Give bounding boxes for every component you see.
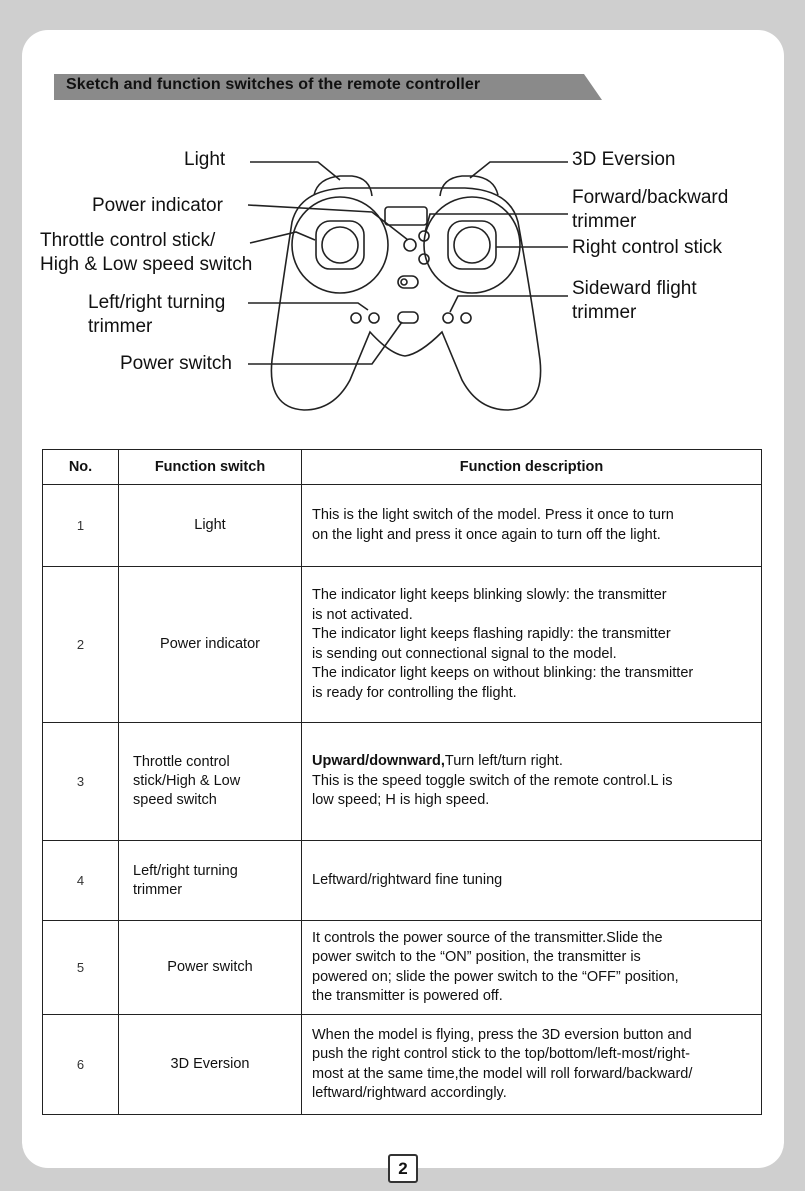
- row-no: 1: [43, 485, 119, 567]
- power-indicator-light: [404, 239, 416, 251]
- row-function: [119, 723, 302, 841]
- table-row: [43, 841, 762, 921]
- desc-line: The indicator light keeps flashing rapidly: the transmitter: [312, 626, 671, 642]
- leader-light: [250, 162, 340, 180]
- controller-body: [271, 188, 540, 410]
- page-number: 2: [388, 1154, 418, 1183]
- row-function: 3D Eversion: [119, 1015, 302, 1115]
- row-function: Power indicator: [119, 567, 302, 723]
- row-description: [302, 921, 762, 1015]
- table-row: [43, 1015, 762, 1115]
- desc-line: The indicator light keeps blinking slowly: the transmitter: [312, 587, 667, 603]
- label-eversion: 3D Eversion: [572, 149, 676, 170]
- left-stick-gate: [316, 221, 364, 269]
- leader-power-switch: [248, 322, 402, 364]
- right-control-stick: [454, 227, 490, 263]
- desc-line: Leftward/rightward fine tuning: [312, 871, 503, 888]
- row-description: [302, 485, 762, 567]
- label-fb-trimmer-2: trimmer: [572, 211, 637, 232]
- row-no: 4: [43, 841, 119, 921]
- speed-switch-knob: [401, 279, 407, 285]
- function-line: trimmer: [133, 881, 183, 898]
- row-no: 6: [43, 1015, 119, 1115]
- function-line: Throttle control: [133, 754, 230, 770]
- label-side-trimmer-1: Sideward flight: [572, 278, 697, 299]
- desc-line: leftward/rightward accordingly.: [312, 1085, 507, 1101]
- row-description: [302, 567, 762, 723]
- row-description: [302, 841, 762, 921]
- table-row: [43, 723, 762, 841]
- table-row: [43, 567, 762, 723]
- right-shoulder-button: [440, 176, 498, 196]
- desc-line: [312, 752, 755, 772]
- leader-throttle: [250, 232, 315, 243]
- right-trimmer-1: [443, 313, 453, 323]
- power-switch-control: [398, 312, 418, 323]
- header-function: Function switch: [119, 450, 302, 485]
- desc-line: is sending out connectional signal to the model.: [312, 645, 617, 662]
- leader-side-trimmer: [450, 296, 568, 312]
- desc-line: It controls the power source of the transmitter.Slide the: [312, 929, 663, 946]
- table-header-row: [43, 450, 762, 485]
- leader-fb-trimmer: [425, 214, 568, 232]
- right-stick-ring: [424, 197, 520, 293]
- desc-line: is ready for controlling the flight.: [312, 684, 517, 701]
- desc-line: The indicator light keeps on without blinking: the transmitter: [312, 665, 694, 681]
- function-line: speed switch: [133, 792, 217, 808]
- row-function: [119, 841, 302, 921]
- row-no: 3: [43, 723, 119, 841]
- left-trimmer-1: [351, 313, 361, 323]
- label-right-stick: Right control stick: [572, 237, 722, 258]
- left-control-stick: [322, 227, 358, 263]
- desc-rest: Turn left/turn right.: [444, 753, 563, 770]
- leader-power-indicator: [248, 205, 408, 240]
- label-lr-trimmer-2: trimmer: [88, 316, 153, 337]
- desc-line: push the right control stick to the top/bottom/left-most/right-: [312, 1046, 690, 1062]
- leader-eversion: [470, 162, 568, 178]
- row-no: 5: [43, 921, 119, 1015]
- label-light: Light: [184, 149, 226, 170]
- banner-title: Sketch and function switches of the remote controller: [66, 76, 481, 93]
- leader-lr-trimmer: [248, 303, 368, 310]
- desc-line: power switch to the “ON” position, the transmitter is: [312, 949, 641, 965]
- desc-line: the transmitter is powered off.: [312, 988, 503, 1004]
- function-table: [42, 449, 762, 1115]
- table-row: [43, 485, 762, 567]
- right-stick-gate: [448, 221, 496, 269]
- label-power-indicator: Power indicator: [92, 195, 223, 216]
- right-trimmer-2: [461, 313, 471, 323]
- desc-line: powered on; slide the power switch to the “OFF” position,: [312, 968, 679, 985]
- desc-line: most at the same time,the model will roll forward/backward/: [312, 1065, 693, 1082]
- function-line: Left/right turning: [133, 862, 238, 879]
- table-row: [43, 921, 762, 1015]
- left-trimmer-2: [369, 313, 379, 323]
- header-description: Function description: [302, 450, 762, 485]
- header-no: No.: [43, 450, 119, 485]
- function-line: stick/High & Low: [133, 773, 241, 789]
- label-fb-trimmer-1: Forward/backward: [572, 187, 729, 208]
- label-lr-trimmer-1: Left/right turning: [88, 292, 226, 313]
- desc-line: is not activated.: [312, 606, 413, 623]
- label-side-trimmer-2: trimmer: [572, 302, 637, 323]
- desc-line: This is the light switch of the model. Press it once to turn: [312, 507, 674, 523]
- desc-line: This is the speed toggle switch of the remote control.L is: [312, 772, 673, 789]
- row-description: [302, 1015, 762, 1115]
- label-power-switch: Power switch: [120, 353, 232, 374]
- row-no: 2: [43, 567, 119, 723]
- row-description: [302, 723, 762, 841]
- desc-line: on the light and press it once again to turn off the light.: [312, 526, 661, 543]
- desc-bold: Upward/downward,: [312, 753, 445, 770]
- label-throttle-1: Throttle control stick/: [40, 230, 216, 251]
- desc-line: low speed; H is high speed.: [312, 792, 490, 809]
- left-stick-ring: [292, 197, 388, 293]
- label-throttle-2: High & Low speed switch: [40, 254, 253, 275]
- row-function: Light: [119, 485, 302, 567]
- eversion-button: [419, 254, 429, 264]
- left-shoulder-button: [314, 176, 372, 196]
- display-window: [385, 207, 427, 225]
- row-function: Power switch: [119, 921, 302, 1015]
- desc-line: When the model is flying, press the 3D eversion button and: [312, 1026, 692, 1043]
